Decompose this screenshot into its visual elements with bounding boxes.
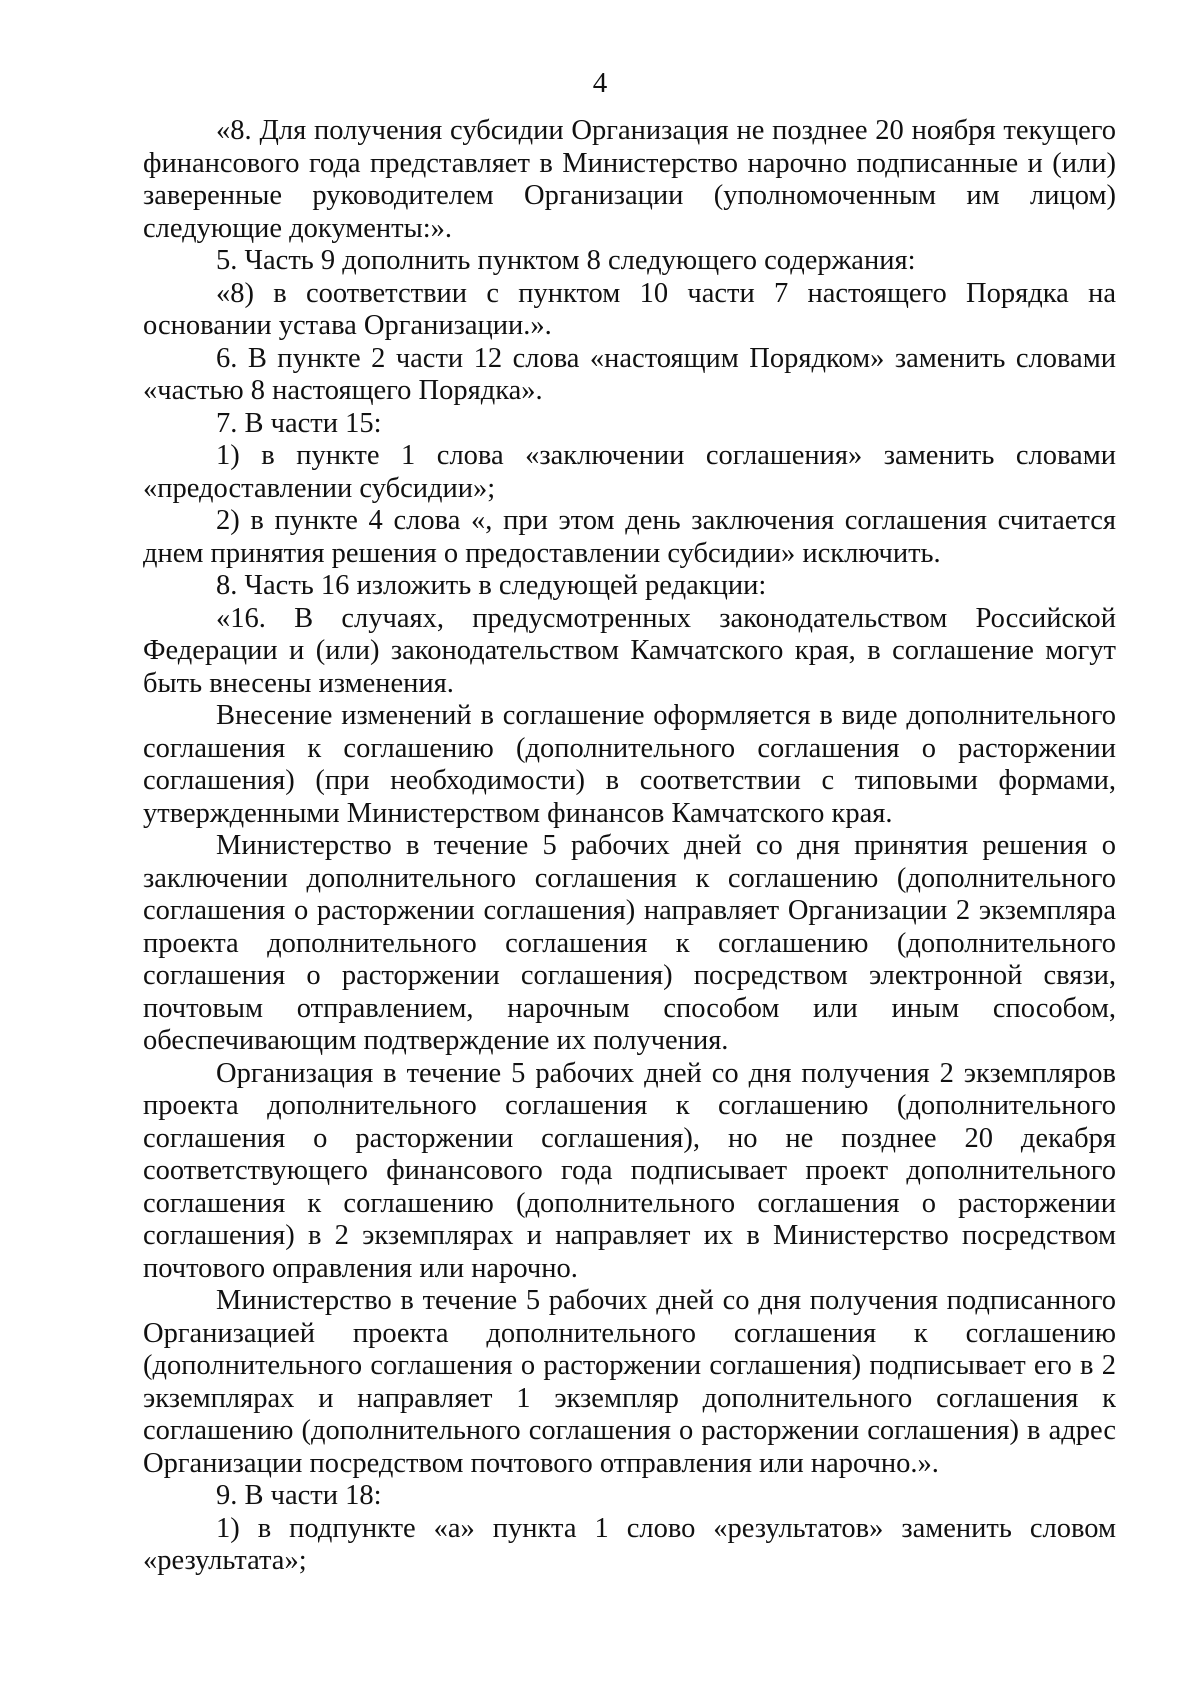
paragraph-item-8: 8. Часть 16 изложить в следующей редакции: — [216, 570, 767, 601]
paragraph-item-9: 9. В части 18: — [216, 1480, 382, 1511]
paragraph-16-ministry-sends: Министерство в течение 5 рабочих дней со дня принятия решения о заключении дополнительного соглашения к соглашению (дополнительного соглашения о расторжении соглашения) направляет Организации 2 экземпляра проекта дополнительного соглашения к соглашению (дополнительного соглашения о расторжении соглашения) посредством электронной связи, почтовым отправлением, нарочным способом или иным способом, обеспечивающим подтверждение их получения. — [143, 830, 1116, 1056]
paragraph-16-amendments: Внесение изменений в соглашение оформляется в виде дополнительного соглашения к соглашению (дополнительного соглашения о расторжении соглашения) (при необходимости) в соответствии с типовыми формами, утвержденными Министерством финансов Камчатского края. — [143, 700, 1116, 829]
paragraph-item-7-sub-1: 1) в пункте 1 слова «заключении соглашения» заменить словами «предоставлении субсидии»; — [143, 440, 1116, 504]
paragraph-item-5: 5. Часть 9 дополнить пунктом 8 следующего содержания: — [216, 245, 916, 276]
paragraph-item-9-sub-1: 1) в подпункте «а» пункта 1 слово «результатов» заменить словом «результата»; — [143, 1512, 1116, 1576]
paragraph-16-intro: «16. В случаях, предусмотренных законодательством Российской Федерации и (или) законодательством Камчатского края, в соглашение могут быть внесены изменения. — [143, 602, 1116, 699]
paragraph-8-documents: «8. Для получения субсидии Организация не позднее 20 ноября текущего финансового года представляет в Министерство нарочно подписанные и (или) заверенные руководителем Организации (уполномоченным им лицом) следующие документы:». — [143, 115, 1116, 244]
paragraph-16-organization-signs: Организация в течение 5 рабочих дней со дня получения 2 экземпляров проекта дополнительного соглашения к соглашению (дополнительного соглашения о расторжении соглашения), но не позднее 20 декабря соответствующего финансового года подписывает проект дополнительного соглашения к соглашению (дополнительного соглашения о расторжении соглашения) в 2 экземплярах и направляет их в Министерство посредством почтового оправления или нарочно. — [143, 1057, 1116, 1284]
paragraph-item-5-text: «8) в соответствии с пунктом 10 части 7 настоящего Порядка на основании устава Организации.». — [143, 277, 1116, 341]
page-number: 4 — [592, 67, 608, 99]
paragraph-item-6: 6. В пункте 2 части 12 слова «настоящим Порядком» заменить словами «частью 8 настоящего Порядка». — [143, 342, 1116, 406]
paragraph-item-7: 7. В части 15: — [216, 407, 382, 439]
paragraph-item-7-sub-2: 2) в пункте 4 слова «, при этом день заключения соглашения считается днем принятия решения о предоставлении субсидии» исключить. — [143, 505, 1116, 569]
paragraph-16-ministry-signs: Министерство в течение 5 рабочих дней со дня получения подписанного Организацией проекта дополнительного соглашения к соглашению (дополнительного соглашения о расторжении соглашения) подписывает его в 2 экземплярах и направляет 1 экземпляр дополнительного соглашения к соглашению (дополнительного соглашения о расторжении соглашения) в адрес Организации посредством почтового отправления или нарочно.». — [143, 1285, 1116, 1479]
document-body — [143, 115, 1116, 1578]
